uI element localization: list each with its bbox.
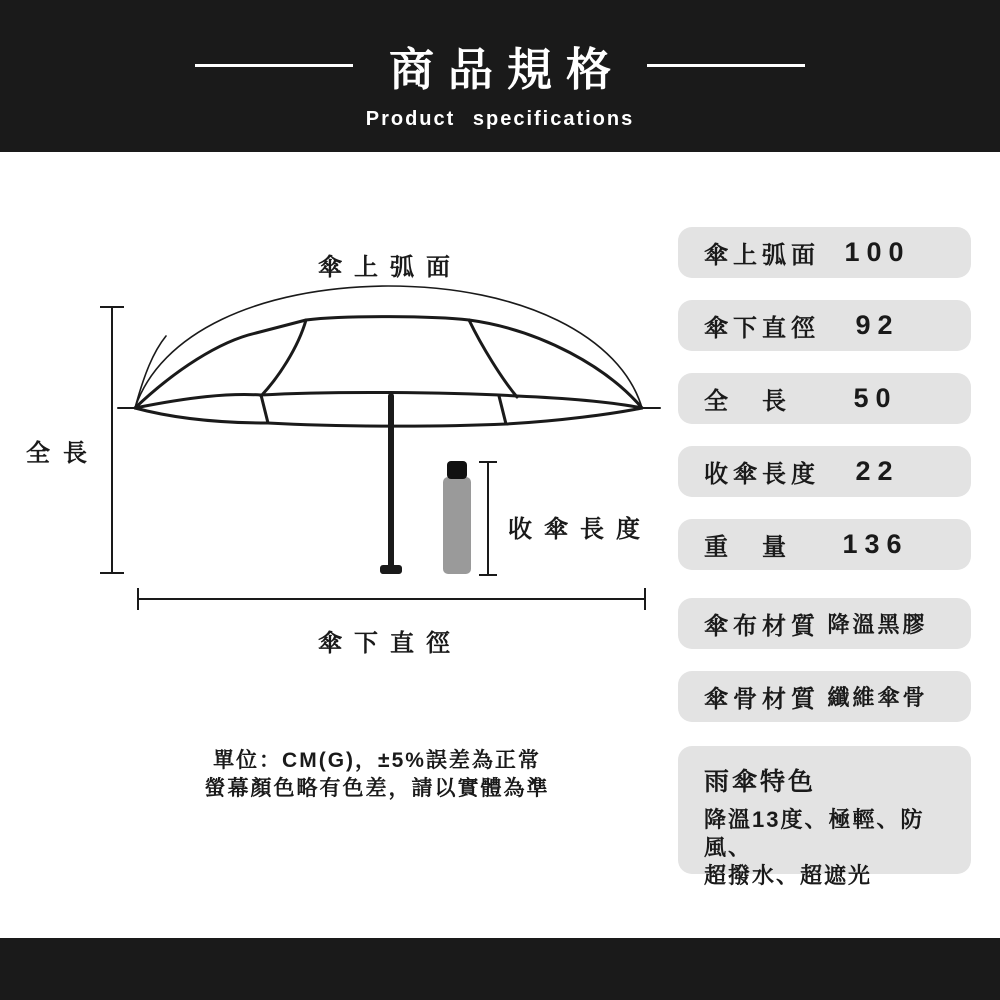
features-description — [704, 806, 953, 890]
spec-row-canopy-material — [678, 598, 971, 649]
spec-value: 92 — [855, 310, 900, 340]
umbrella-panel-top — [306, 317, 469, 320]
umbrella-left-edge-curve — [135, 336, 166, 408]
folded-length-dimension-line — [479, 462, 497, 575]
umbrella-panel-right — [469, 320, 517, 397]
spec-label: 傘下直徑 — [704, 315, 820, 342]
spec-row-top-arc — [678, 227, 971, 278]
features-title: 雨傘特色 — [704, 768, 817, 796]
spec-label: 全 長 — [704, 388, 791, 415]
spec-row-folded-length — [678, 446, 971, 497]
bottom-diameter-dimension-line — [138, 588, 645, 610]
spec-label: 收傘長度 — [704, 461, 820, 488]
umbrella-panel-left — [261, 320, 306, 396]
umbrella-seam-right — [499, 396, 506, 424]
footer-bar — [0, 938, 1000, 1000]
umbrella-left-rib — [135, 320, 306, 408]
umbrella-shaft-foot — [380, 565, 402, 574]
page-subtitle: Product specifications — [365, 108, 635, 130]
spec-value: 降溫黑膠 — [827, 612, 928, 637]
bottom-diameter-label: 傘下直徑 — [318, 630, 462, 657]
page-title: 商品規格 — [388, 44, 625, 95]
folded-umbrella-body — [443, 477, 471, 574]
spec-value: 100 — [844, 237, 911, 267]
title-right-line — [647, 64, 805, 67]
spec-value: 22 — [855, 456, 900, 486]
folded-length-label: 收傘長度 — [508, 516, 652, 543]
spec-row-weight — [678, 519, 971, 570]
umbrella-back-edge — [135, 408, 642, 426]
spec-label: 傘骨材質 — [704, 686, 820, 713]
unit-note-line1: 單位：CM(G)，±5%誤差為正常 — [213, 749, 541, 772]
umbrella-front-edge — [135, 392, 642, 408]
umbrella-seam-left — [261, 395, 268, 423]
unit-note — [157, 747, 597, 803]
umbrella-outer-arc — [135, 286, 642, 408]
spec-row-rib-material — [678, 671, 971, 722]
title-row — [195, 33, 805, 98]
spec-value: 纖維傘骨 — [827, 685, 928, 710]
spec-row-bottom-diameter — [678, 300, 971, 351]
full-length-dimension-line — [100, 307, 124, 573]
features-line2: 超撥水、超遮光 — [704, 863, 873, 888]
full-length-label: 全長 — [26, 440, 100, 467]
spec-label: 傘上弧面 — [704, 242, 820, 269]
spec-label: 傘布材質 — [704, 613, 820, 640]
spec-row-full-length — [678, 373, 971, 424]
spec-value: 50 — [853, 383, 898, 413]
unit-note-line2: 螢幕顏色略有色差，請以實體為準 — [204, 777, 550, 800]
top-arc-label: 傘上弧面 — [318, 254, 462, 281]
folded-umbrella-cap — [447, 461, 467, 479]
spec-value: 136 — [842, 529, 909, 559]
features-line1: 降溫13度、極輕、防風、 — [704, 807, 925, 860]
spec-label: 重 量 — [704, 534, 791, 561]
header-banner — [0, 0, 1000, 152]
title-left-line — [195, 64, 353, 67]
features-card — [678, 746, 971, 888]
umbrella-right-rib — [469, 320, 642, 408]
